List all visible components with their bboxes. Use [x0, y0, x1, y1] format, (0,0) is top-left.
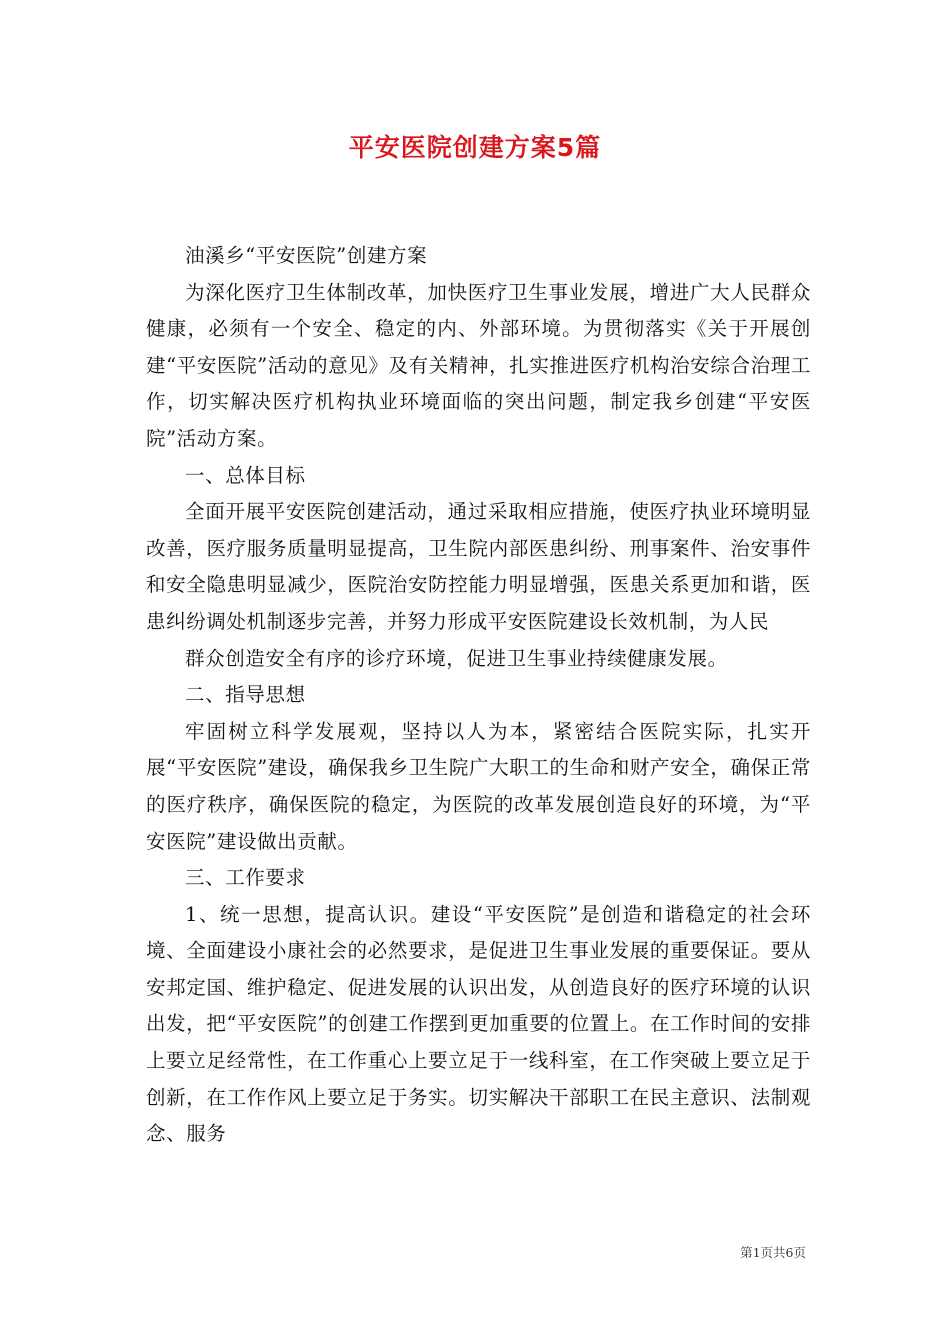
- section-heading-goals: 一、总体目标: [185, 463, 306, 487]
- section-heading-guiding-thought: 二、指导思想: [185, 683, 306, 707]
- paragraph-goals: 全面开展平安医院创建活动，通过采取相应措施，使医疗执业环境明显改善，医疗服务质量明显提高，卫生院内部医患纠纷、刑事案件、治安事件和安全隐患明显减少，医院治安防控能力明显增强，医患关系更加和谐，医患纠纷调处机制逐步完善，并努力形成平安医院建设长效机制，为人民: [146, 500, 811, 633]
- paragraph-guiding-thought: 牢固树立科学发展观，坚持以人为本，紧密结合医院实际，扎实开展“平安医院”建设，确保我乡卫生院广大职工的生命和财产安全，确保正常的医疗秩序，确保医院的稳定，为医院的改革发展创造良好的环境，为“平安医院”建设做出贡献。: [146, 719, 811, 853]
- page-number: 第1页共6页: [740, 1245, 806, 1260]
- paragraph-subtitle: 油溪乡“平安医院”创建方案: [185, 244, 428, 267]
- document-title: 平安医院创建方案5篇: [348, 133, 602, 162]
- paragraph-intro: 为深化医疗卫生体制改革，加快医疗卫生事业发展，增进广大人民群众健康，必须有一个安全、稳定的内、外部环境。为贯彻落实《关于开展创建“平安医院”活动的意见》及有关精神，扎实推进医疗机构治安综合治理工作，切实解决医疗机构执业环境面临的突出问题，制定我乡创建“平安医院”活动方案。: [146, 280, 811, 450]
- paragraph-goals-continued: 群众创造安全有序的诊疗环境，促进卫生事业持续健康发展。: [185, 646, 728, 670]
- paragraph-requirement-1: 1、统一思想，提高认识。建设“平安医院”是创造和谐稳定的社会环境、全面建设小康社会的必然要求，是促进卫生事业发展的重要保证。要从安邦定国、维护稳定、促进发展的认识出发，从创造良好的医疗环境的认识出发，把“平安医院”的创建工作摆到更加重要的位置上。在工作时间的安排上要立足经常性，在工作重心上要立足于一线科室，在工作突破上要立足于创新，在工作作风上要立足于务实。切实解决干部职工在民主意识、法制观念、服务: [146, 902, 811, 1146]
- document-body: [146, 238, 811, 1153]
- section-heading-work-requirements: 三、工作要求: [185, 866, 306, 890]
